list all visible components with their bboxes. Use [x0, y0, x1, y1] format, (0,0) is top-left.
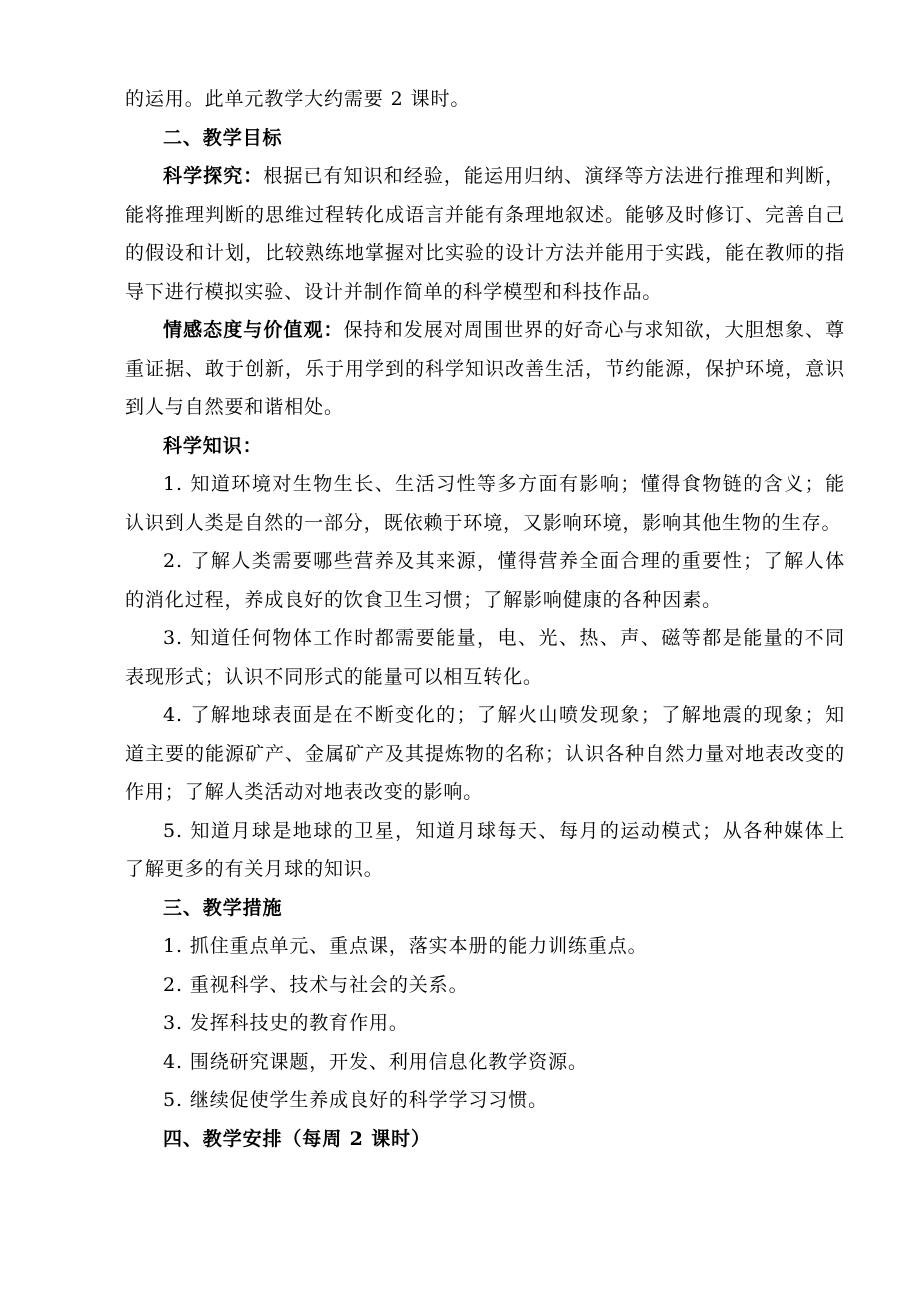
intro-tail: 的运用。此单元教学大约需要 2 课时。: [125, 88, 471, 110]
measure-item: 4. 围绕研究课题，开发、利用信息化教学资源。: [163, 1050, 588, 1073]
knowledge-item: 2. 了解人类需要哪些营养及其来源，懂得营养全面合理的重要性；了解人体的消化过程，养成良好的饮食卫生习惯；了解影响健康的各种因素。: [125, 550, 845, 611]
section-heading-measures: 三、教学措施: [163, 896, 283, 919]
text-attitude-values: 保持和发展对周围世界的好奇心与求知欲，大胆想象、尊重证据、敢于创新，乐于用学到的科学知识改善生活，节约能源，保护环境，意识到人与自然要和谐相处。: [125, 319, 845, 418]
measure-item: 1. 抓住重点单元、重点课，落实本册的能力训练重点。: [163, 935, 648, 957]
measure-item: 5. 继续促使学生养成良好的科学学习习惯。: [163, 1089, 549, 1111]
section-heading-schedule: 四、教学安排（每周 2 课时）: [163, 1127, 431, 1150]
knowledge-item: 5. 知道月球是地球的卫星，知道月球每天、每月的运动模式；从各种媒体上了解更多的有关月球的知识。: [125, 819, 845, 880]
label-science-inquiry: 科学探究：: [163, 165, 264, 187]
knowledge-item: 3. 知道任何物体工作时都需要能量，电、光、热、声、磁等都是能量的不同表现形式；认识不同形式的能量可以相互转化。: [125, 627, 845, 688]
section-heading-objectives: 二、教学目标: [163, 126, 283, 149]
knowledge-item: 4. 了解地球表面是在不断变化的；了解火山喷发现象；了解地震的现象；知道主要的能源矿产、金属矿产及其提炼物的名称；认识各种自然力量对地表改变的作用；了解人类活动对地表改变的影响。: [125, 704, 845, 803]
knowledge-item: 1. 知道环境对生物生长、生活习性等多方面有影响；懂得食物链的含义；能认识到人类是自然的一部分，既依赖于环境，又影响环境，影响其他生物的生存。: [125, 473, 845, 534]
paragraph-science-inquiry: [125, 157, 845, 311]
label-attitude-values: 情感态度与价值观：: [163, 319, 344, 341]
text-science-inquiry: 根据已有知识和经验，能运用归纳、演绎等方法进行推理和判断，能将推理判断的思维过程转化成语言并能有条理地叙述。能够及时修订、完善自己的假设和计划，比较熟练地掌握对比实验的设计方法并能用于实践，能在教师的指导下进行模拟实验、设计并制作简单的科学模型和科技作品。: [125, 165, 845, 303]
label-science-knowledge: 科学知识：: [163, 434, 263, 457]
document-page: [125, 80, 845, 1158]
paragraph-attitude-values: [125, 311, 845, 427]
measure-item: 2. 重视科学、技术与社会的关系。: [163, 973, 469, 996]
measure-item: 3. 发挥科技史的教育作用。: [163, 1012, 409, 1034]
